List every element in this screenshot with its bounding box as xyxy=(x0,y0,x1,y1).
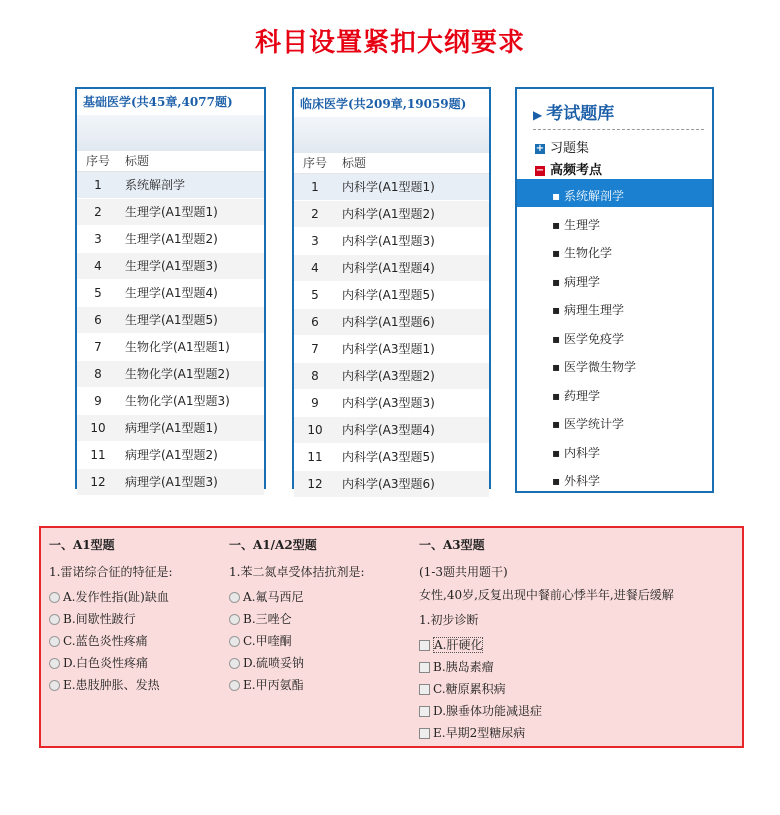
row-title[interactable]: 内科学(A3型题6) xyxy=(342,477,435,491)
row-number: 7 xyxy=(94,340,102,354)
row-title[interactable]: 系统解剖学 xyxy=(125,178,186,192)
exam-bank-item-label: 医学微生物学 xyxy=(563,360,636,374)
exam-bank-item[interactable] xyxy=(552,301,624,318)
answer-option-text: D.腺垂体功能减退症 xyxy=(433,704,543,718)
row-number: 11 xyxy=(90,448,106,462)
col-number: 序号 xyxy=(85,154,110,168)
bullet-icon: ▪ xyxy=(552,246,564,260)
answer-option[interactable] xyxy=(49,588,173,605)
answer-option-text: A.发作性指(趾)缺血 xyxy=(63,590,169,604)
exam-bank-item-label: 内科学 xyxy=(563,445,600,460)
radio-button[interactable] xyxy=(229,636,240,647)
row-title[interactable]: 内科学(A3型题3) xyxy=(342,396,435,410)
row-number: 9 xyxy=(311,396,319,410)
table-row[interactable] xyxy=(77,361,264,388)
row-title[interactable]: 内科学(A3型题4) xyxy=(342,423,435,437)
answer-option[interactable] xyxy=(419,702,674,719)
sample-questions-box xyxy=(39,526,744,748)
row-number: 12 xyxy=(307,477,323,491)
exam-bank-item[interactable] xyxy=(552,187,624,204)
table-row[interactable] xyxy=(77,307,264,334)
row-title[interactable]: 内科学(A3型题2) xyxy=(342,369,435,383)
row-title[interactable]: 内科学(A3型题5) xyxy=(342,450,435,464)
a3-heading: 一、A3型题 xyxy=(419,538,485,552)
exam-bank-item-label: 系统解剖学 xyxy=(563,189,624,203)
table-row[interactable] xyxy=(77,334,264,361)
bullet-icon: ▪ xyxy=(552,189,564,203)
answer-option-text: D.白色炎性疼痛 xyxy=(63,656,149,670)
row-number: 12 xyxy=(90,475,106,489)
row-number: 9 xyxy=(94,394,102,408)
exam-bank-item-label: 药理学 xyxy=(563,388,600,403)
radio-button[interactable] xyxy=(229,614,240,625)
row-title[interactable]: 生理学(A1型题2) xyxy=(125,232,218,246)
exam-bank-item-label: 医学统计学 xyxy=(563,417,624,431)
row-number: 3 xyxy=(311,234,319,248)
row-number: 10 xyxy=(307,423,323,437)
table-row[interactable] xyxy=(77,442,264,469)
radio-button[interactable] xyxy=(49,636,60,647)
answer-option[interactable] xyxy=(49,676,173,693)
bullet-icon: ▪ xyxy=(552,417,564,431)
a1a2-heading: 一、A1/A2型题 xyxy=(229,538,317,552)
table-row[interactable] xyxy=(77,280,264,307)
row-number: 1 xyxy=(311,180,319,194)
row-title[interactable]: 生理学(A1型题5) xyxy=(125,313,218,327)
exam-bank-item[interactable] xyxy=(552,358,636,375)
exam-bank-item[interactable] xyxy=(552,330,624,347)
radio-button[interactable] xyxy=(229,592,240,603)
a3-shared-stem-note: (1-3题共用题干) xyxy=(419,565,508,579)
table-row[interactable] xyxy=(294,228,489,255)
exam-bank-item[interactable] xyxy=(552,415,624,432)
bullet-icon: ▪ xyxy=(552,388,564,403)
row-number: 1 xyxy=(94,178,102,192)
bullet-icon: ▪ xyxy=(552,217,564,232)
row-title[interactable]: 内科学(A3型题1) xyxy=(342,342,435,356)
answer-option[interactable] xyxy=(49,654,173,671)
table-row[interactable] xyxy=(294,390,489,417)
a1-column xyxy=(49,536,173,693)
exam-bank-title[interactable] xyxy=(533,99,614,124)
answer-option[interactable] xyxy=(419,724,674,741)
radio-button[interactable] xyxy=(49,614,60,625)
row-title[interactable]: 生物化学(A1型题2) xyxy=(125,367,230,381)
table-header xyxy=(294,153,489,174)
row-number: 4 xyxy=(94,259,102,273)
bullet-icon: ▪ xyxy=(552,474,564,488)
exam-bank-item[interactable] xyxy=(552,273,600,290)
exam-bank-title-text: 考试题库 xyxy=(546,104,615,124)
table-row[interactable] xyxy=(77,253,264,280)
table-row[interactable] xyxy=(77,199,264,226)
table-row[interactable] xyxy=(294,336,489,363)
row-title[interactable]: 生理学(A1型题1) xyxy=(125,205,218,219)
row-title[interactable]: 内科学(A1型题5) xyxy=(342,288,435,302)
row-title[interactable]: 病理学(A1型题2) xyxy=(125,448,218,462)
row-title[interactable]: 生物化学(A1型题3) xyxy=(125,394,230,408)
basic-medicine-header[interactable]: 基础医学(共45章,4077题) xyxy=(83,95,233,109)
radio-button[interactable] xyxy=(229,680,240,691)
bullet-icon: ▪ xyxy=(552,331,564,346)
row-title[interactable]: 病理学(A1型题3) xyxy=(125,475,218,489)
table-row[interactable] xyxy=(294,444,489,471)
a3-column xyxy=(419,536,674,741)
answer-option-text: D.硫喷妥钠 xyxy=(243,656,305,670)
row-number: 5 xyxy=(94,286,102,300)
a1-question: 1.雷诺综合征的特征是: xyxy=(49,565,173,579)
a1a2-question: 1.苯二氮卓受体拮抗剂是: xyxy=(229,565,365,579)
category-exercises-label: 习题集 xyxy=(550,141,590,156)
category-hot-label: 高频考点 xyxy=(550,163,603,178)
row-title[interactable]: 生物化学(A1型题1) xyxy=(125,340,230,354)
row-number: 2 xyxy=(311,207,319,221)
exam-bank-item[interactable] xyxy=(552,472,600,489)
exam-bank-item-label: 生物化学 xyxy=(563,246,612,260)
a3-question: 1.初步诊断 xyxy=(419,613,479,627)
a1a2-column xyxy=(229,536,365,693)
checkbox[interactable] xyxy=(419,728,430,739)
divider xyxy=(533,129,704,130)
col-title: 标题 xyxy=(342,156,367,170)
answer-option-text: E.早期2型糖尿病 xyxy=(433,726,526,740)
basic-medicine-panel xyxy=(75,87,266,489)
clinical-medicine-header[interactable]: 临床医学(共209章,19059题) xyxy=(300,97,467,111)
exam-bank-item[interactable] xyxy=(552,387,600,404)
answer-option-text: E.患肢肿胀、发热 xyxy=(63,678,160,692)
minus-icon: − xyxy=(535,164,545,176)
page-title: 科目设置紧扣大纲要求 xyxy=(254,28,525,58)
row-number: 7 xyxy=(311,342,319,356)
exam-bank-item-label: 病理学 xyxy=(563,274,600,289)
row-title[interactable]: 内科学(A1型题4) xyxy=(342,261,435,275)
answer-option-text: C.蓝色炎性疼痛 xyxy=(63,634,148,648)
row-number: 8 xyxy=(94,367,102,381)
row-number: 5 xyxy=(311,288,319,302)
category-exercises[interactable] xyxy=(535,137,589,156)
row-number: 4 xyxy=(311,261,319,275)
a3-stem: 女性,40岁,反复出现中餐前心悸半年,进餐后缓解 xyxy=(419,588,674,602)
plus-icon: + xyxy=(535,142,545,154)
table-row[interactable] xyxy=(294,309,489,336)
answer-option-text: A.肝硬化 xyxy=(434,638,483,652)
exam-bank-item-label: 生理学 xyxy=(563,217,600,232)
row-number: 6 xyxy=(94,313,102,327)
radio-button[interactable] xyxy=(49,680,60,691)
radio-button[interactable] xyxy=(229,658,240,669)
answer-option[interactable] xyxy=(229,654,365,671)
col-title: 标题 xyxy=(125,154,150,168)
table-row[interactable] xyxy=(77,172,264,199)
row-number: 8 xyxy=(311,369,319,383)
row-number: 10 xyxy=(90,421,106,435)
row-number: 3 xyxy=(94,232,102,246)
table-header xyxy=(77,151,264,172)
triangle-right-icon: ▶ xyxy=(533,108,543,122)
exam-bank-item-label: 医学免疫学 xyxy=(563,331,624,346)
row-title[interactable]: 生理学(A1型题3) xyxy=(125,259,218,273)
exam-bank-panel xyxy=(515,87,714,493)
checkbox[interactable] xyxy=(419,662,430,673)
panel-header-bar xyxy=(77,115,264,151)
answer-option[interactable] xyxy=(49,632,173,649)
category-hot-topics[interactable] xyxy=(535,159,602,178)
table-row[interactable] xyxy=(294,282,489,309)
exam-bank-item[interactable] xyxy=(552,244,612,261)
answer-option-text: B.胰岛素瘤 xyxy=(433,660,494,674)
answer-option-text: B.三唑仑 xyxy=(243,612,292,626)
table-row[interactable] xyxy=(294,363,489,390)
table-row[interactable] xyxy=(294,201,489,228)
answer-option-text: E.甲丙氨酯 xyxy=(243,678,304,692)
row-number: 6 xyxy=(311,315,319,329)
table-row[interactable] xyxy=(294,255,489,282)
bullet-icon: ▪ xyxy=(552,360,564,374)
clinical-medicine-panel xyxy=(292,87,491,489)
exam-bank-item-label: 病理生理学 xyxy=(563,303,624,317)
row-number: 11 xyxy=(307,450,323,464)
checkbox[interactable] xyxy=(419,706,430,717)
a1-heading: 一、A1型题 xyxy=(49,538,115,552)
table-row[interactable] xyxy=(77,415,264,442)
answer-option[interactable] xyxy=(419,680,674,697)
exam-bank-item[interactable] xyxy=(552,216,600,233)
table-row[interactable] xyxy=(294,417,489,444)
row-title[interactable]: 内科学(A1型题6) xyxy=(342,315,435,329)
row-title[interactable]: 生理学(A1型题4) xyxy=(125,286,218,300)
exam-bank-item[interactable] xyxy=(552,444,600,461)
answer-option-text: A.氟马西尼 xyxy=(243,590,304,604)
table-row[interactable] xyxy=(294,174,489,201)
row-title[interactable]: 内科学(A1型题3) xyxy=(342,234,435,248)
answer-option[interactable] xyxy=(229,676,365,693)
answer-option[interactable] xyxy=(49,610,173,627)
col-number: 序号 xyxy=(302,156,327,170)
row-title[interactable]: 内科学(A1型题1) xyxy=(342,180,435,194)
table-row[interactable] xyxy=(77,469,264,496)
table-row[interactable] xyxy=(294,471,489,498)
table-row[interactable] xyxy=(77,226,264,253)
checkbox[interactable] xyxy=(419,640,430,651)
table-row[interactable] xyxy=(77,388,264,415)
answer-option-text: C.甲喹酮 xyxy=(243,634,292,648)
checkbox[interactable] xyxy=(419,684,430,695)
row-title[interactable]: 内科学(A1型题2) xyxy=(342,207,435,221)
answer-option[interactable] xyxy=(229,632,365,649)
radio-button[interactable] xyxy=(49,658,60,669)
panel-header-bar xyxy=(294,117,489,153)
answer-option[interactable] xyxy=(419,636,674,653)
radio-button[interactable] xyxy=(49,592,60,603)
exam-bank-item-label: 外科学 xyxy=(563,474,600,488)
answer-option-text: B.间歇性跛行 xyxy=(63,612,136,626)
row-title[interactable]: 病理学(A1型题1) xyxy=(125,421,218,435)
bullet-icon: ▪ xyxy=(552,445,564,460)
bullet-icon: ▪ xyxy=(552,303,564,317)
answer-option-text: C.糖原累积病 xyxy=(433,682,506,696)
answer-option[interactable] xyxy=(229,610,365,627)
answer-option[interactable] xyxy=(229,588,365,605)
answer-option[interactable] xyxy=(419,658,674,675)
row-number: 2 xyxy=(94,205,102,219)
bullet-icon: ▪ xyxy=(552,274,564,289)
